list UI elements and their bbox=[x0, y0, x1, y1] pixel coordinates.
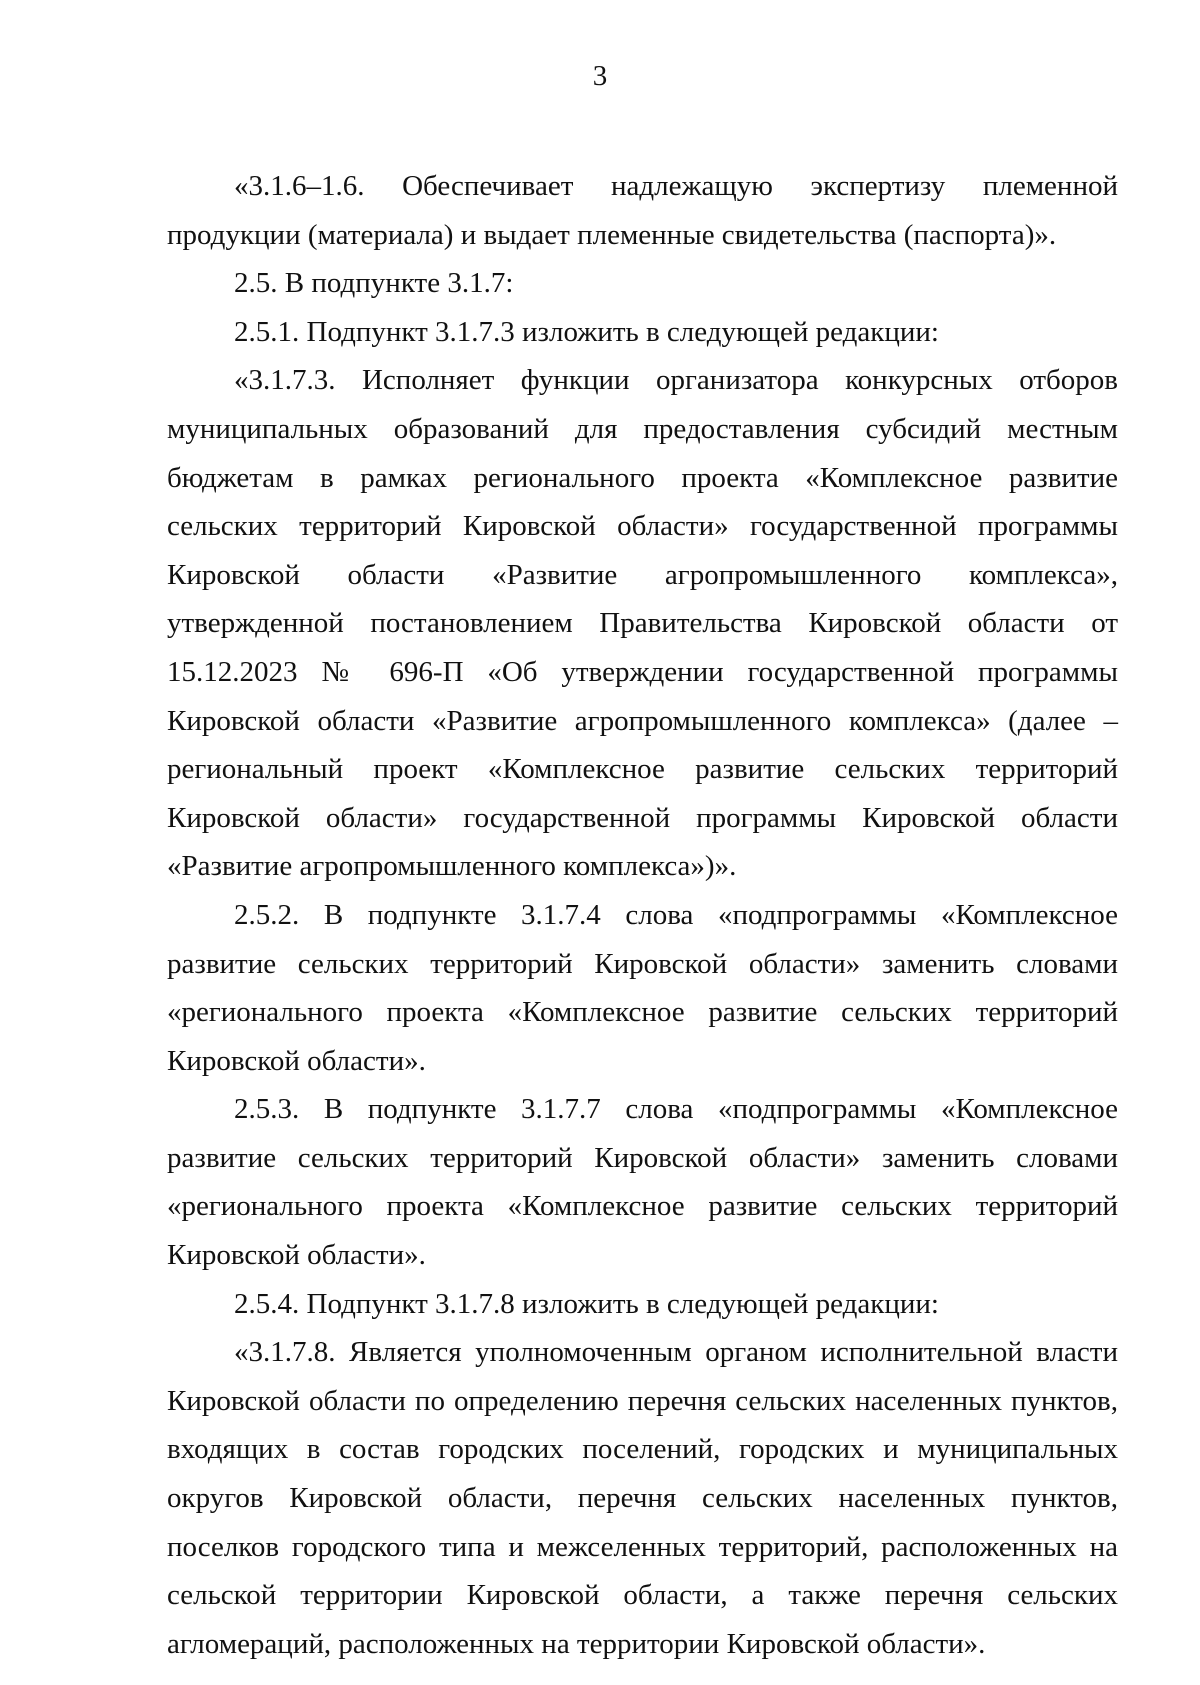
paragraph-2-5-4: 2.5.4. Подпункт 3.1.7.8 изложить в следующей редакции: bbox=[234, 1287, 939, 1320]
paragraph-3-1-6: «3.1.6–1.6. Обеспечивает надлежащую экспертизу племенной продукции (материала) и выдает племенные свидетельства (паспорта)». bbox=[167, 170, 1118, 251]
paragraph-2-5-2: 2.5.2. В подпункте 3.1.7.4 слова «подпрограммы «Комплексное развитие сельских территорий Кировской области» заменить словами «регионального проекта «Комплексное развитие сельских территорий Кировской области». bbox=[167, 898, 1118, 1077]
paragraph-3-1-7-8: «3.1.7.8. Является уполномоченным органом исполнительной власти Кировской области по определению перечня сельских населенных пунктов, входящих в состав городских поселений, городских и муниципальных округов Кировской области, перечня сельских населенных пунктов, поселков городского типа и межселенных территорий, расположенных на сельской территории Кировской области, а также перечня сельских агломераций, расположенных на территории Кировской области». bbox=[167, 1336, 1118, 1660]
page-number: 3 bbox=[592, 60, 608, 92]
paragraph-2-5: 2.5. В подпункте 3.1.7: bbox=[234, 267, 514, 300]
paragraph-2-5-3: 2.5.3. В подпункте 3.1.7.7 слова «подпрограммы «Комплексное развитие сельских территорий Кировской области» заменить словами «регионального проекта «Комплексное развитие сельских территорий Кировской области». bbox=[167, 1093, 1118, 1272]
document-body bbox=[167, 162, 1118, 1668]
paragraph-2-5-1: 2.5.1. Подпункт 3.1.7.3 изложить в следующей редакции: bbox=[234, 315, 939, 348]
paragraph-3-1-7-3: «3.1.7.3. Исполняет функции организатора конкурсных отборов муниципальных образований для предоставления субсидий местным бюджетам в рамках регионального проекта «Комплексное развитие сельских территорий Кировской области» государственной программы Кировской области «Развитие агропромышленного комплекса», утвержденной постановлением Правительства Кировской области от 15.12.2023 № 696-П «Об утверждении государственной программы Кировской области «Развитие агропромышленного комплекса» (далее – региональный проект «Комплексное развитие сельских территорий Кировской области» государственной программы Кировской области «Развитие агропромышленного комплекса»)». bbox=[167, 364, 1118, 883]
